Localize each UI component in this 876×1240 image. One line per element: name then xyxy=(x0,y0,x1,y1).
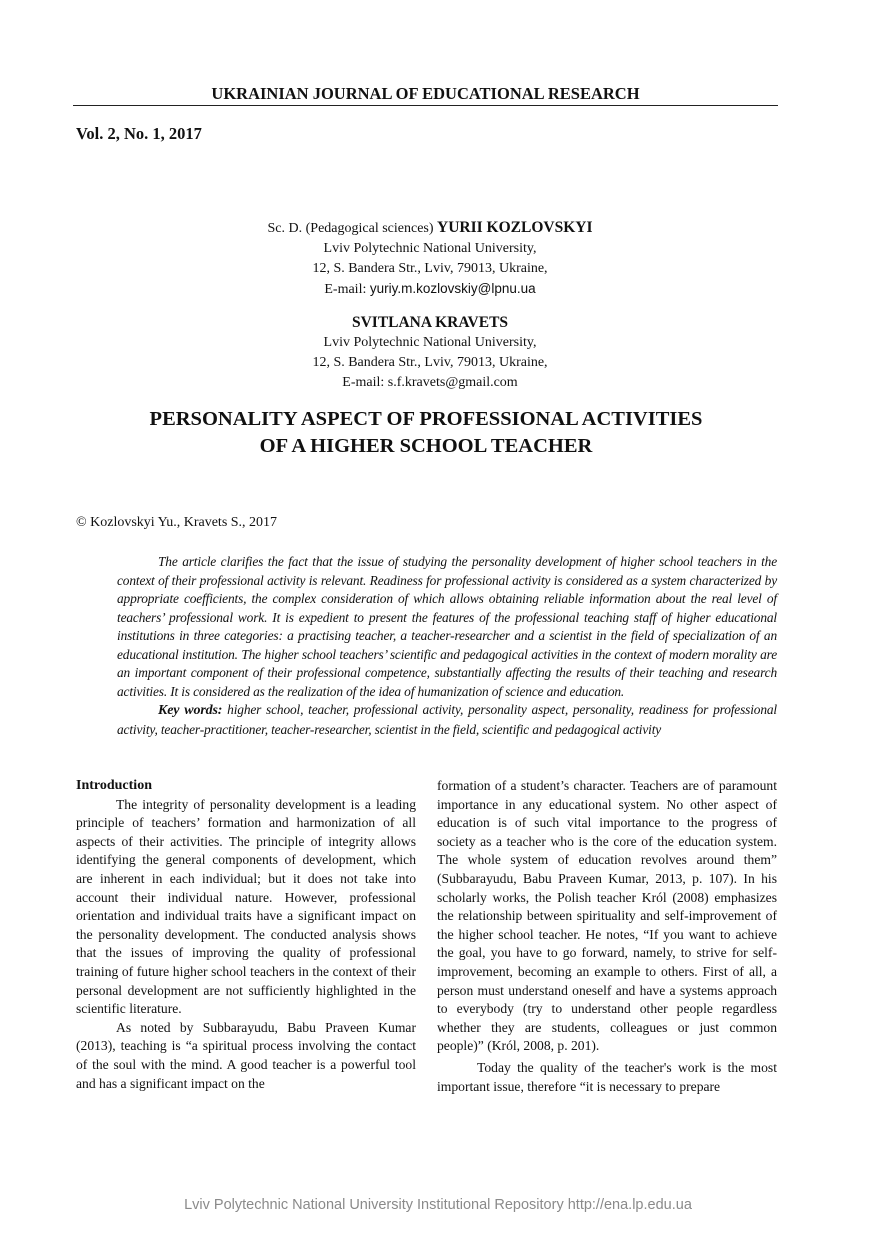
author-block-1 xyxy=(150,218,710,300)
author-affiliation: Lviv Polytechnic National University, xyxy=(323,335,537,350)
author-address: 12, S. Bandera Str., Lviv, 79013, Ukraine, xyxy=(312,261,548,276)
title-line-2: OF A HIGHER SCHOOL TEACHER xyxy=(259,435,593,457)
author-name: YURII KOZLOVSKYI xyxy=(437,219,593,236)
article-title xyxy=(100,406,752,460)
copyright: © Kozlovskyi Yu., Kravets S., 2017 xyxy=(76,515,278,530)
paragraph: As noted by Subbarayudu, Babu Praveen Kumar (2013), teaching is “a spiritual process involving the contact of the soul with the mind. A good teacher is a powerful tool and has a significant impact on the xyxy=(76,1019,416,1091)
abstract-text: The article clarifies the fact that the issue of studying the personality development of higher school teachers in the context of their professional activity is relevant. Readiness for professional activity is considered as a system characterized by appropriate coefficients, the complex consideration of which allows obtaining reliable information about the real level of teachers’ professional work. It is expedient to present the features of the professional teaching staff of higher educational institutions in three categories: a practising teacher, a teacher-researcher and a scientist in the field of specialization of an educational institution. The higher school teachers’ scientific and pedagogical activities in the context of modern morality are an important component of their professional competence, substantially affecting the results of their teaching and research activities. It is considered as the realization of the idea of humanization of science and education. xyxy=(117,554,777,699)
section-heading: Introduction xyxy=(76,778,152,793)
email-label: E-mail: xyxy=(324,282,367,297)
abstract xyxy=(117,553,777,739)
repository-footer: Lviv Polytechnic National University Institutional Repository http://ena.lp.edu.ua xyxy=(184,1197,692,1213)
paragraph: The integrity of personality development is a leading principle of teachers’ formation and harmonization of all aspects of their activities. The principle of integrity allows identifying the general components of development, which are inherent in each individual; but it does not take into account their individual nature. However, professional orientation and individual traits have a significant impact on the personality development. The conducted analysis shows that the issues of improving the quality of professional training of future higher school teachers in the context of their personal development are not sufficiently highlighted in the scientific literature. xyxy=(76,796,416,1017)
author-email: E-mail: s.f.kravets@gmail.com xyxy=(342,375,518,390)
left-column xyxy=(76,777,416,1093)
author-name: SVITLANA KRAVETS xyxy=(351,314,509,331)
author-degree: Sc. D. (Pedagogical sciences) xyxy=(267,221,434,236)
keywords-label: Key words: xyxy=(158,703,223,718)
paragraph: Today the quality of the teacher's work is the most important issue, therefore “it is necessary to prepare xyxy=(437,1059,777,1094)
author-block-2 xyxy=(150,313,710,393)
keywords xyxy=(117,701,777,739)
journal-title: UKRAINIAN JOURNAL OF EDUCATIONAL RESEARCH xyxy=(211,84,640,103)
paragraph: formation of a student’s character. Teachers are of paramount importance in any educational system. No other aspect of education is of such vital importance to the progress of society as a teacher who is the core of the education system. The whole system of education revolves around them” (Subbarayudu, Babu Praveen Kumar, 2013, p. 107). In his scholarly works, the Polish teacher Król (2008) emphasizes the relationship between spirituality and self-improvement of the higher school teacher. He notes, “If you want to achieve the goal, you have to go forward, namely, to strive for self-improvement, becoming an example to others. First of all, a person must understand oneself and have a systems approach to everybody (try to understand other people regardless whether they are students, colleagues or just common people)” (Król, 2008, p. 201). xyxy=(437,778,777,1054)
header-divider xyxy=(73,105,778,106)
author-address: 12, S. Bandera Str., Lviv, 79013, Ukraine, xyxy=(312,355,548,370)
author-affiliation: Lviv Polytechnic National University, xyxy=(323,241,537,256)
right-column xyxy=(437,777,777,1096)
title-line-1: PERSONALITY ASPECT OF PROFESSIONAL ACTIVITIES xyxy=(149,408,703,430)
author-email-link[interactable]: yuriy.m.kozlovskiy@lpnu.ua xyxy=(369,281,536,296)
keywords-list: higher school, teacher, professional activity, personality aspect, personality, readiness for professional activity, teacher-practitioner, teacher-researcher, scientist in the field, scientific and pedagogical activity xyxy=(117,702,777,737)
volume-info: Vol. 2, No. 1, 2017 xyxy=(76,124,202,143)
